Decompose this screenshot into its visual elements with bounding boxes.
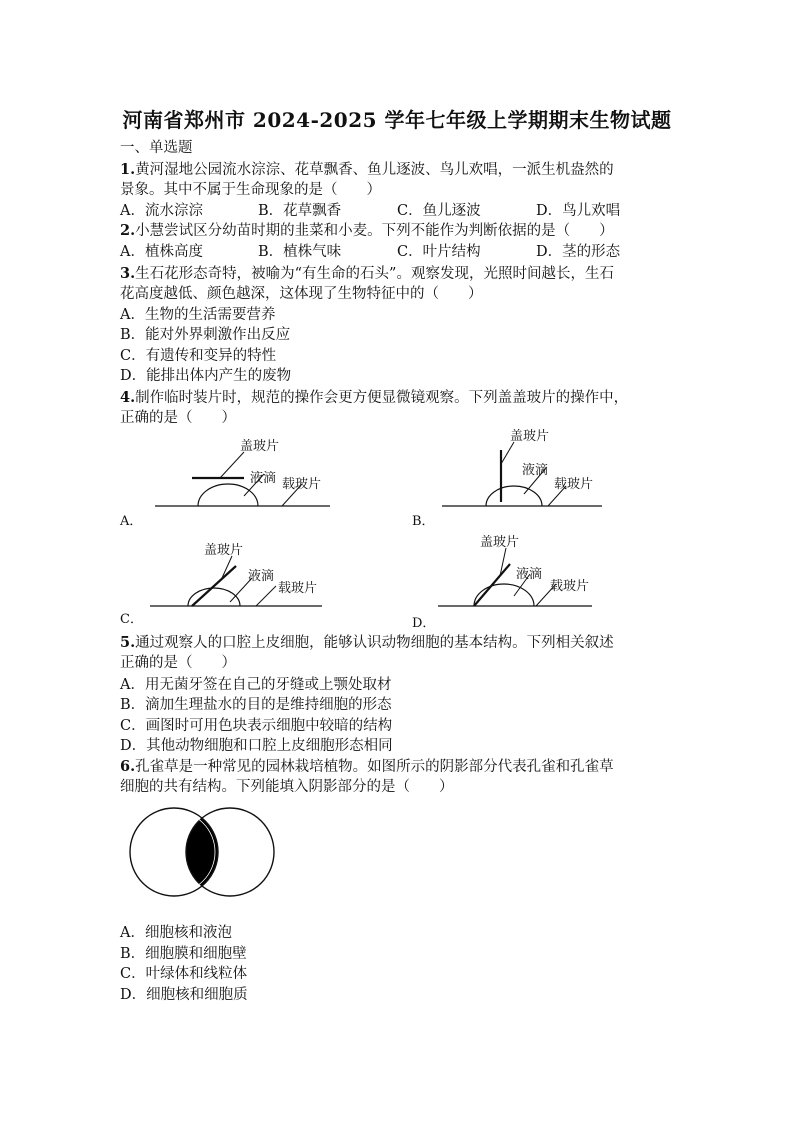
option-b: B．滴加生理盐水的目的是维持细胞的形态: [120, 697, 392, 713]
cover-slip-label: 盖玻片: [240, 439, 280, 454]
option-c: C．画图时可用色块表示细胞中较暗的结构: [120, 718, 393, 734]
figure-a-diagram: [140, 432, 350, 514]
question-text: 花高度越低、颜色越深，这体现了生物特征中的（ ）: [120, 286, 483, 302]
question-number: 3.: [120, 265, 136, 282]
question-6: [120, 757, 614, 777]
option-a: A．生物的生活需要营养: [120, 307, 276, 323]
option-b: B．能对外界刺激作出反应: [120, 327, 291, 343]
option-c: C．鱼儿逐波: [397, 203, 481, 219]
question-number: 2.: [120, 222, 136, 239]
cover-slip-label: 盖玻片: [510, 429, 550, 444]
slide-label: 载玻片: [550, 579, 590, 594]
cover-slip-label: 盖玻片: [204, 543, 244, 558]
option-a: A．流水淙淙: [120, 203, 203, 219]
option-a: A．植株高度: [120, 244, 203, 260]
question-number: 6.: [120, 758, 136, 775]
question-text: 小慧尝试区分幼苗时期的韭菜和小麦。下列不能作为判断依据的是（ ）: [135, 223, 614, 239]
slide-label: 载玻片: [554, 477, 594, 492]
cover-slip-label: 盖玻片: [480, 535, 520, 550]
option-c: C．有遗传和变异的特性: [120, 348, 277, 364]
question-text: 细胞的共有结构。下列能填入阴影部分的是（ ）: [120, 779, 454, 795]
question-5: [120, 633, 614, 653]
slide-label: 载玻片: [282, 477, 322, 492]
option-b: B．植株气味: [258, 244, 342, 260]
question-text: 景象。其中不属于生命现象的是（ ）: [120, 182, 381, 198]
drop-label: 液滴: [522, 463, 549, 478]
option-b: B．花草飘香: [258, 203, 342, 219]
question-4: [120, 388, 628, 408]
question-text: 生石花形态奇特，被喻为“有生命的石头”。观察发现，光照时间越长，生石: [135, 266, 614, 282]
option-d: D．其他动物细胞和口腔上皮细胞形态相同: [120, 738, 393, 754]
question-number: 5.: [120, 634, 136, 651]
option-a: A．细胞核和液泡: [120, 925, 232, 941]
figure-d-diagram: [430, 532, 610, 612]
question-text: 正确的是（ ）: [120, 655, 236, 671]
question-2: [120, 221, 614, 241]
question-number: 1.: [120, 161, 136, 178]
option-c: C．叶绿体和线粒体: [120, 966, 248, 982]
venn-diagram: [126, 806, 280, 898]
question-text: 通过观察人的口腔上皮细胞，能够认识动物细胞的基本结构。下列相关叙述: [135, 635, 614, 651]
drop-label: 液滴: [248, 569, 275, 584]
question-text: 孔雀草是一种常见的园林栽培植物。如图所示的阴影部分代表孔雀和孔雀草: [135, 759, 614, 775]
figure-b-diagram: [430, 424, 620, 514]
option-a-label: A．: [120, 514, 143, 529]
option-d-label: D．: [412, 616, 436, 631]
drop-label: 液滴: [516, 567, 543, 582]
question-text: 黄河湿地公园流水淙淙、花草飘香、鱼儿逐波、鸟儿欢唱，一派生机盎然的: [135, 162, 614, 178]
option-c-label: C．: [120, 612, 143, 627]
page-title: 河南省郑州市 2024-2025 学年七年级上学期期末生物试题: [122, 108, 672, 132]
figure-c-diagram: [140, 540, 340, 614]
option-d: D．茎的形态: [536, 244, 621, 260]
option-d: D．细胞核和细胞质: [120, 987, 248, 1003]
section-heading: 一、单选题: [120, 140, 193, 156]
question-number: 4.: [120, 389, 136, 406]
option-d: D．能排出体内产生的废物: [120, 368, 292, 384]
option-b: B．细胞膜和细胞壁: [120, 946, 247, 962]
option-d: D．鸟儿欢唱: [536, 203, 621, 219]
question-3: [120, 264, 614, 284]
option-b-label: B．: [412, 514, 435, 529]
drop-label: 液滴: [250, 471, 277, 486]
question-text: 正确的是（ ）: [120, 410, 236, 426]
option-c: C．叶片结构: [397, 244, 481, 260]
option-a: A．用无菌牙签在自己的牙缝或上颚处取材: [120, 677, 392, 693]
slide-label: 载玻片: [278, 581, 318, 596]
question-text: 制作临时装片时，规范的操作会更方便显微镜观察。下列盖盖玻片的操作中，: [135, 390, 629, 406]
question-1: [120, 160, 614, 180]
